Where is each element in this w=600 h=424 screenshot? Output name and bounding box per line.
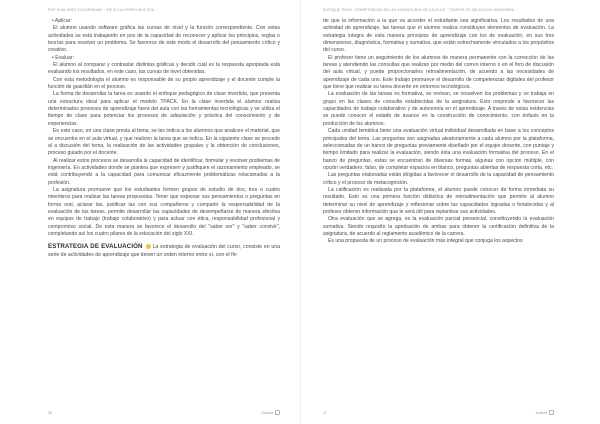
- left-footer: [48, 410, 280, 415]
- brand-name: Kultura: [535, 410, 547, 415]
- evaluation-strategy-section: [48, 243, 280, 259]
- paragraph: de que la información a la que va acceder el estudiante sea significativa. Los resultados de una actividad de aprendizaje, las tareas que el alumno realiza constituyen elementos de evaluación. La estrategia integra de esta manera principios de aprendizaje con los de evaluación, en sus tres dimensiones, diagnóstica, formativa y sumativa, que están estrechamente vinculados a los propósitos del curso.: [323, 18, 554, 54]
- paragraph: La evaluación de las tareas es formativa, se revisan, se resuelven los problemas y se trabaja en grupo en las clases de consulta establecidas de la asignatura. Esto responde a favorecer las capacidades de trabajo colaborativo y de autonomía en el aprendizaje. A través de estas evidencias se puede conocer el estado de avance en la construcción de conocimiento, con énfasis en la producción de los alumnos.: [323, 91, 554, 127]
- right-running-head: ENFOQUE TPACK: COMPETENCIAS EN LAS ASIGNATURAS DE CÁLCULO · TIEMPOS EN EDUCACIÓN INGENIERÍA: [323, 8, 515, 12]
- paragraph: Cada unidad temática tiene una evaluación virtual individual desarrollada en base a los conceptos principales del tema. Las preguntas son asignadas aleatoriamente a cada alumno por la plataforma, seleccionadas de un banco de preguntas previamente diseñado por el equipo docente, con puntaje y tiempo limitado para realizar la evaluación, siendo ésta una evaluación formativa del proceso. En el banco de preguntas, estas se encuentran de diversas formas, algunas con opción múltiple, con opción verdadero, falso, de completar espacios en blanco, preguntas abiertas de respuesta corta, etc.: [323, 128, 554, 171]
- footer-brand: [536, 410, 554, 415]
- right-footer: [323, 410, 554, 415]
- paragraph: Es una propuesta de un proceso de evaluación más integral que conjuga los aspectos: [328, 238, 523, 245]
- footer-brand: [262, 410, 280, 415]
- bullet-aplicar: • Aplicar:: [52, 18, 72, 24]
- yellow-dot-icon: [146, 244, 151, 249]
- brand-logo-icon: [549, 410, 554, 415]
- section-intro-text: La estrategia de evaluación del curso, consiste en una serie de actividades de aprendizaje que tienen un orden interno entre sí, con el fin: [48, 244, 280, 258]
- page-number: 36: [48, 410, 52, 415]
- paragraph: El alumno usando software gráfica las curvas de nivel y la función correspondiente. Con estas actividades se está trabajando en pos de la capacidad de reconocer y aplicar los principios, reglas o teorías para resolver un problema. Se favorece de este modo el desarrollo del pensamiento crítico y creativo.: [48, 25, 280, 54]
- section-heading: ESTRATEGIA DE EVALUACIÓN: [48, 243, 143, 251]
- right-body-text: [323, 18, 554, 246]
- brand-name: Kultura: [261, 410, 273, 415]
- paragraph: Con esta metodología el alumno es responsable de su propio aprendizaje y el docente cumple la función de guardián en el proceso.: [48, 76, 280, 91]
- left-body-text: [48, 18, 280, 259]
- paragraph: El profesor tiene un seguimiento de los alumnos de manera permanente con la corrección de las tareas y atendiendo las consultas que realizan por medio del correo interno o en el foro de discusión del aula virtual, y puede proporcionarles retroalimentación, de acuerdo a las necesidades de aprendizaje de cada uno. Este trabajo promueve el desarrollo de competencias digitales del profesor que tiene que realizar su tarea docente en entornos tecnológicos.: [323, 54, 554, 91]
- paragraph: Otra evaluación que se agrega, es la evaluación parcial presencial, constituyendo la evaluación sumativa. Siendo requisito la aprobación de ambas para obtener la certificación definitiva de la asignatura, de acuerdo al reglamento académico de la carrera.: [323, 216, 554, 237]
- left-running-head: PINT SHUL ARES ECOGERMARE · RIE ZULUO RRRCI ALIE ZOA: [48, 8, 155, 12]
- paragraph: En este caso, en una clase previa al tema, se les indica a los alumnos que analicen el material, que se encuentra en el aula virtual, y que realicen la tarea que se indica. En la siguiente clase se procede al a discusión del tema, la realización de las actividades grupales y la obtención de conclusiones, proceso guiado por el docente.: [48, 128, 280, 157]
- paragraph: La calificación es realizada por la plataforma, el alumno puede conocer de forma inmediata su resultado. Esto es una primera función didáctica de retroalimentación que permite al alumno determinar su nivel de aprendizaje y reflexionar sobre las capacidades logradas o fortalecidas y al profesor obtener información que le será útil para replantear sus actividades.: [323, 186, 554, 215]
- page-number: 37: [323, 410, 327, 415]
- paragraph: Las preguntas elaboradas están dirigidas a favorecer el desarrollo de la capacidad de pensamiento crítico y el proceso de metacognición.: [323, 172, 554, 186]
- right-page: [300, 0, 600, 424]
- paragraph: La forma de desarrollar la tarea es usando el enfoque pedagógico de clase invertida, que presenta una estructura ideal para aplicar el modelo TPACK. En la clase invertida el alumno realiza determinados procesos de aprendizaje fuera del aula con las herramientas tecnológicas y se utiliza el tiempo de clase para potenciar los procesos de adquisición y práctica del conocimiento y de experiencias.: [48, 91, 280, 127]
- brand-logo-icon: [275, 410, 280, 415]
- paragraph: Al realizar estos procesos se desarrolla la capacidad de identificar, formular y resolver problemas de ingeniería. En actividades donde se plantea que expresen y justifiquen el razonamiento empleado, se está contribuyendo a la capacidad para comunicar eficazmente problemáticas relacionadas a la profesión.: [48, 157, 280, 186]
- paragraph: La asignatura promueve que los estudiantes formen grupos de estudio de dos, tres o cuatro miembros para realizar las tareas propuestas. Tener que expresar sus pensamientos o preguntas en forma oral, aclarar las, justificar las con sus compañeros y compartir la responsabilidad de la evaluación de las tareas, permite desarrollar las capacidades de desempeñarse de manera efectiva en equipos de trabajo (trabajo colaborativo) y para actuar con ética, responsabilidad profesional y compromiso social. De esta manera se favorece el desarrollo del "saber ser" y "saber convivir", completando así los cuatro pilares de la educación del siglo XXI.: [48, 186, 280, 237]
- paragraph: El alumno al comparar y contrastar distintas gráficas y decidir cuál es la respuesta apropiada está evaluando los resultados, en este caso, las curvas de nivel obtenidas.: [48, 62, 280, 76]
- bullet-evaluar: • Evaluar:: [52, 54, 74, 61]
